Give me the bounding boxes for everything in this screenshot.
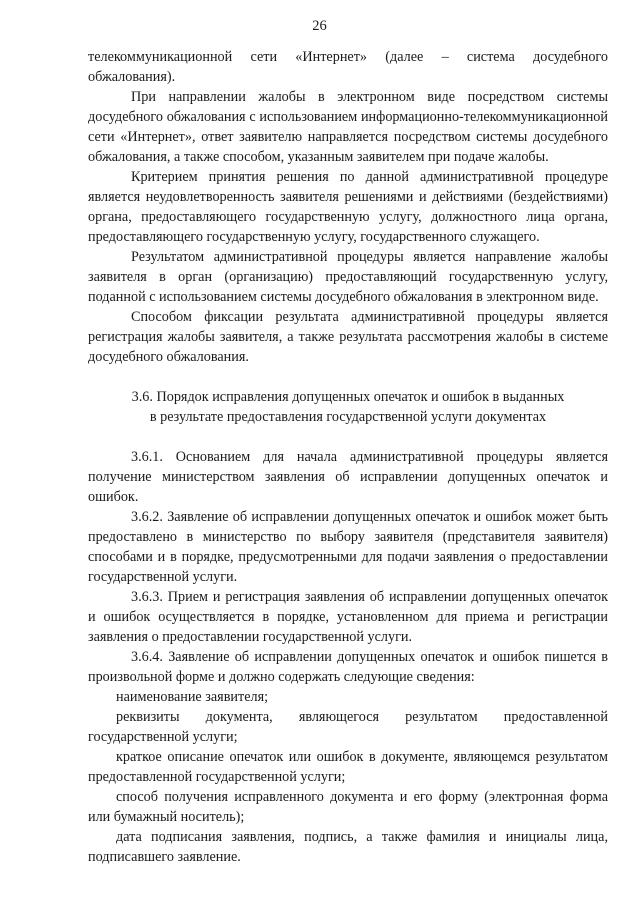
paragraph: 3.6.4. Заявление об исправлении допущенных опечаток и ошибок пишется в произвольной форме и должно содержать следующие сведения: — [88, 649, 608, 685]
paragraph: При направлении жалобы в электронном виде посредством системы досудебного обжалования с использованием информационно-телекоммуникационной сети «Интернет», ответ заявителю направляется посредством системы досудебного обжалования, а также способом, указанным заявителем при подаче жалобы. — [88, 89, 608, 165]
list-item: краткое описание опечаток или ошибок в документе, являющемся результатом предоставленной государственной услуги; — [88, 749, 608, 785]
paragraph: 3.6.3. Прием и регистрация заявления об исправлении допущенных опечаток и ошибок осуществляется в порядке, установленном для приема и регистрации заявления о предоставлении государственной услуги. — [88, 589, 608, 645]
page-number: 26 — [312, 18, 327, 34]
section-heading: 3.6. Порядок исправления допущенных опечаток и ошибок в выданных в результате предоставления государственной услуги документах — [131, 389, 565, 425]
paragraph: 3.6.2. Заявление об исправлении допущенных опечаток и ошибок может быть предоставлено в министерство по выбору заявителя (представителя заявителя) способами и в порядке, предусмотренными для подачи заявления о предоставлении государственной услуги. — [88, 509, 608, 585]
paragraph: Результатом административной процедуры является направление жалобы заявителя в орган (организацию) предоставляющий государственную услугу, поданной с использованием системы досудебного обжалования в электронном виде. — [88, 249, 608, 305]
paragraph: Способом фиксации результата административной процедуры является регистрация жалобы заявителя, а также результата рассмотрения жалобы в системе досудебного обжалования. — [88, 309, 608, 365]
document-body — [88, 47, 608, 867]
paragraph: 3.6.1. Основанием для начала административной процедуры является получение министерством заявления об исправлении допущенных опечаток и ошибок. — [88, 449, 608, 505]
list-item: способ получения исправленного документа и его форму (электронная форма или бумажный носитель); — [88, 789, 608, 825]
list-item: реквизиты документа, являющегося результатом предоставленной государственной услуги; — [88, 709, 608, 745]
paragraph: Критерием принятия решения по данной административной процедуре является неудовлетворенность заявителя решениями и действиями (бездействиями) органа, предоставляющего государственную услугу, должностного лица органа, предоставляющего государственную услугу, государственного служащего. — [88, 169, 608, 245]
paragraph: телекоммуникационной сети «Интернет» (далее – система досудебного обжалования). — [88, 49, 608, 85]
list-item: наименование заявителя; — [116, 689, 269, 705]
list-item: дата подписания заявления, подпись, а также фамилия и инициалы лица, подписавшего заявление. — [88, 829, 608, 865]
